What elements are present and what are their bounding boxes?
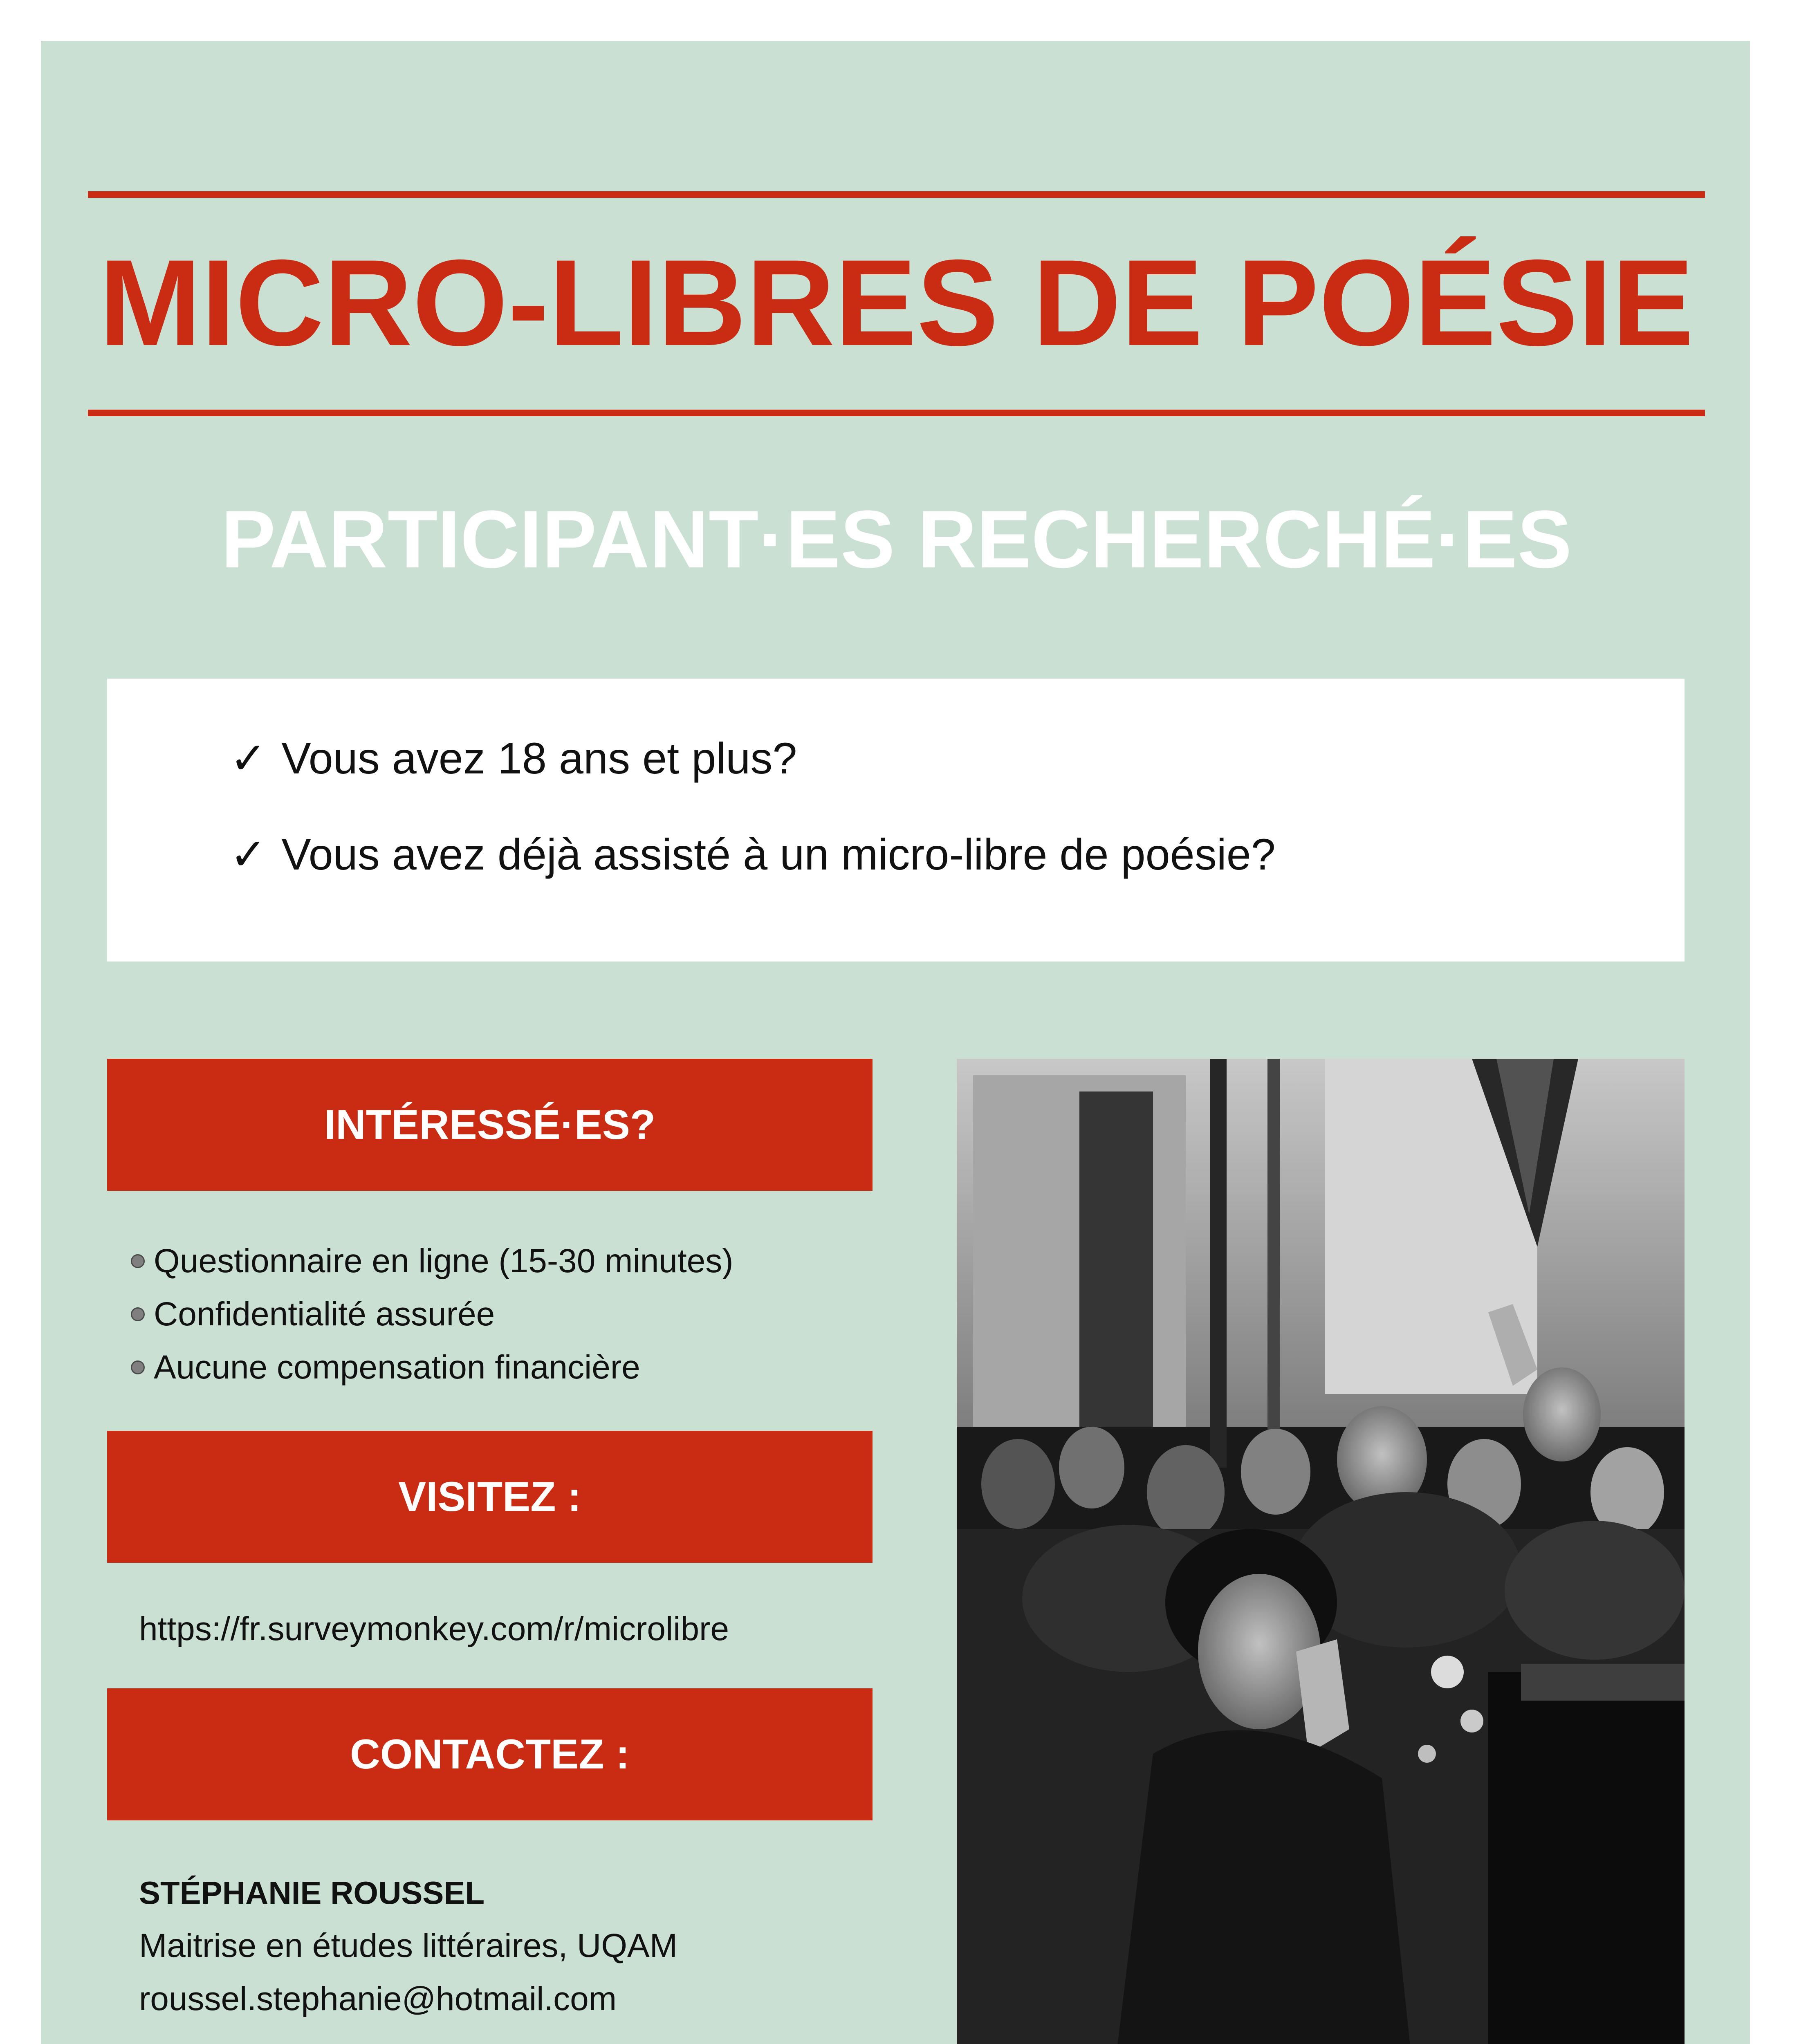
criteria-text: Vous avez déjà assisté à un micro-libre de poésie? bbox=[281, 829, 1276, 879]
contact-email[interactable]: roussel.stephanie@hotmail.com bbox=[139, 1980, 617, 2017]
page-title: MICRO-LIBRES DE POÉSIE bbox=[99, 234, 1694, 371]
bullet-icon bbox=[131, 1307, 145, 1321]
criteria-panel bbox=[107, 679, 1685, 961]
list-item bbox=[131, 1235, 908, 1288]
criteria-text: Vous avez 18 ans et plus? bbox=[281, 733, 797, 783]
contact-block bbox=[139, 1866, 875, 2026]
checkmark-icon: ✓ bbox=[230, 829, 267, 879]
title-rule-top bbox=[88, 191, 1705, 198]
title-rule-bottom bbox=[88, 410, 1705, 416]
page-subtitle: PARTICIPANT·ES RECHERCHÉ·ES bbox=[221, 494, 1572, 585]
contact-heading: CONTACTEZ : bbox=[107, 1688, 873, 1820]
checkmark-icon: ✓ bbox=[230, 733, 267, 783]
criteria-item bbox=[230, 732, 797, 785]
list-item bbox=[131, 1288, 908, 1341]
criteria-item bbox=[230, 828, 1276, 881]
list-item bbox=[131, 1341, 908, 1394]
contact-name: STÉPHANIE ROUSSEL bbox=[139, 1875, 485, 1911]
bullet-icon bbox=[131, 1360, 145, 1374]
survey-link[interactable]: https://fr.surveymonkey.com/r/microlibre bbox=[139, 1610, 729, 1647]
list-item-text: Confidentialité assurée bbox=[154, 1295, 495, 1333]
audience-photo bbox=[957, 1059, 1685, 2044]
contact-affiliation: Maitrise en études littéraires, UQAM bbox=[139, 1927, 678, 1964]
list-item-text: Questionnaire en ligne (15-30 minutes) bbox=[154, 1242, 734, 1280]
bullet-icon bbox=[131, 1254, 145, 1268]
poster bbox=[41, 41, 1750, 2044]
details-list bbox=[131, 1235, 908, 1394]
list-item-text: Aucune compensation financière bbox=[154, 1349, 640, 1386]
interested-heading: INTÉRESSÉ·ES? bbox=[107, 1059, 873, 1191]
visit-heading: VISITEZ : bbox=[107, 1431, 873, 1563]
